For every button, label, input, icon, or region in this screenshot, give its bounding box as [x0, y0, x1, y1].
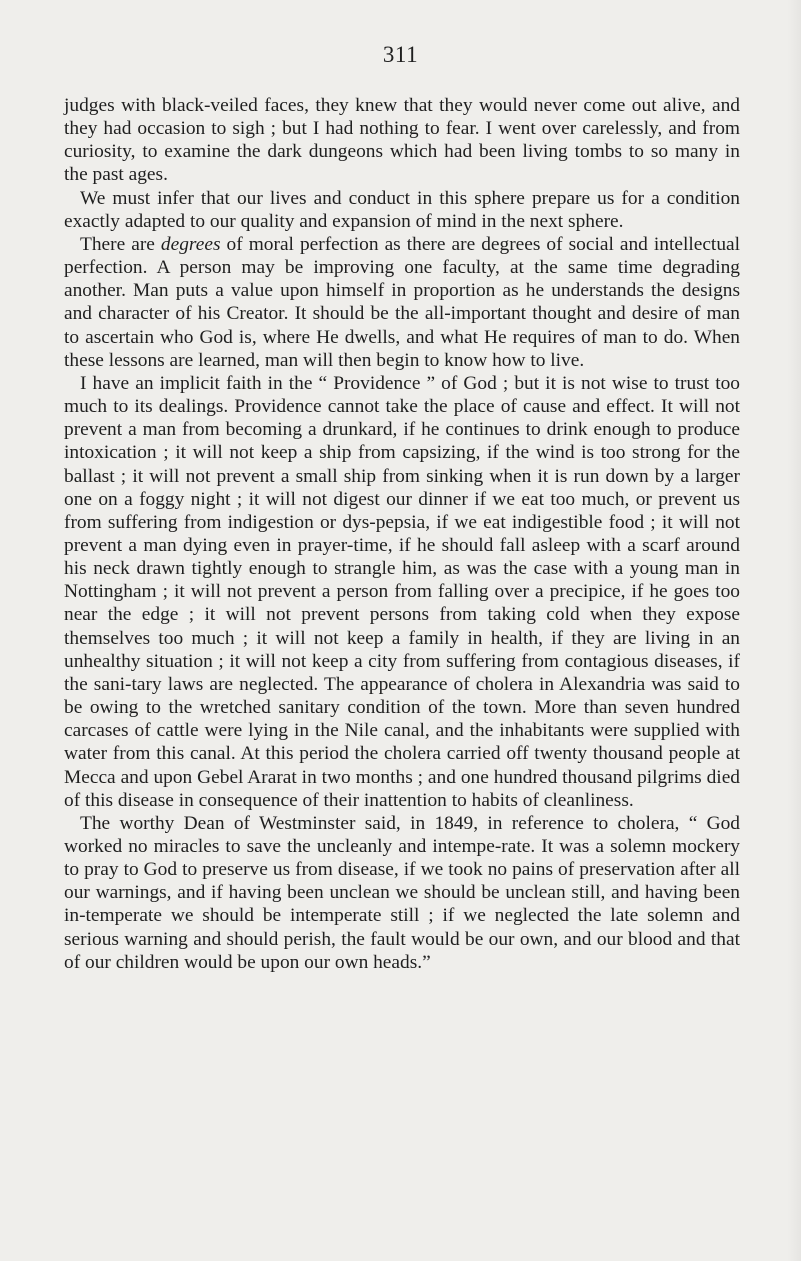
page-number: 311: [382, 42, 419, 67]
emphasis-degrees: degrees: [160, 233, 221, 255]
paragraph-3: [64, 233, 740, 372]
paragraph-3-rest: of moral perfection as there are degrees of social and intellectual perfection. A person may be improving one faculty, at the same time degrading another. Man puts a value upon himself in proportion as he understands the designs and character of his Creator. It should be the all-important thought and desire of man to ascertain who God is, where He dwells, and what He requires of man to do. When these lessons are learned, man will then begin to know how to live.: [64, 233, 741, 371]
page-edge-shadow: [787, 0, 801, 1261]
body-text: [64, 94, 740, 974]
paragraph-3-start: There are: [80, 233, 161, 255]
paragraph-1: judges with black-veiled faces, they knew that they would never come out alive, and they had occasion to sigh ; but I had nothing to fear. I went over carelessly, and from curiosity, to examine the dark dungeons which had been living tombs to so many in the past ages.: [64, 95, 740, 186]
paragraph-2: We must infer that our lives and conduct in this sphere prepare us for a condition exactly adapted to our quality and expansion of mind in the next sphere.: [64, 187, 740, 232]
paragraph-5: The worthy Dean of Westminster said, in 1849, in reference to cholera, “ God worked no miracles to save the uncleanly and intempe-rate. It was a solemn mockery to pray to God to preserve us from disease, if we took no pains of preservation after all our warnings, and if having been unclean we should be unclean still, and having been in-temperate we should be intemperate still ; if we neglected the late solemn and serious warning and should perish, the fault would be our own, and our blood and that of our children would be upon our own heads.”: [64, 812, 740, 973]
paragraph-4: I have an implicit faith in the “ Providence ” of God ; but it is not wise to trust too much to its dealings. Providence cannot take the place of cause and effect. It will not prevent a man from becoming a drunkard, if he continues to drink enough to produce intoxication ; it will not keep a ship from capsizing, if the wind is too strong for the ballast ; it will not prevent a small ship from sinking when it is run down by a larger one on a foggy night ; it will not digest our dinner if we eat too much, or prevent us from suffering from indigestion or dys-pepsia, if we eat indigestible food ; it will not prevent a man dying even in prayer-time, if he should fall asleep with a scarf around his neck drawn tightly enough to strangle him, as was the case with a young man in Nottingham ; it will not prevent a person from falling over a precipice, if he goes too near the edge ; it will not prevent persons from taking cold when they expose themselves too much ; it will not keep a family in health, if they are living in an unhealthy situation ; it will not keep a city from suffering from contagious diseases, if the sani-tary laws are neglected. The appearance of cholera in Alexandria was said to be owing to the wretched sanitary condition of the town. More than seven hundred carcases of cattle were lying in the Nile canal, and the inhabitants were supplied with water from this canal. At this period the cholera carried off twenty thousand people at Mecca and upon Gebel Ararat in two months ; and one hundred thousand pilgrims died of this disease in consequence of their inattention to habits of cleanliness.: [64, 372, 740, 811]
